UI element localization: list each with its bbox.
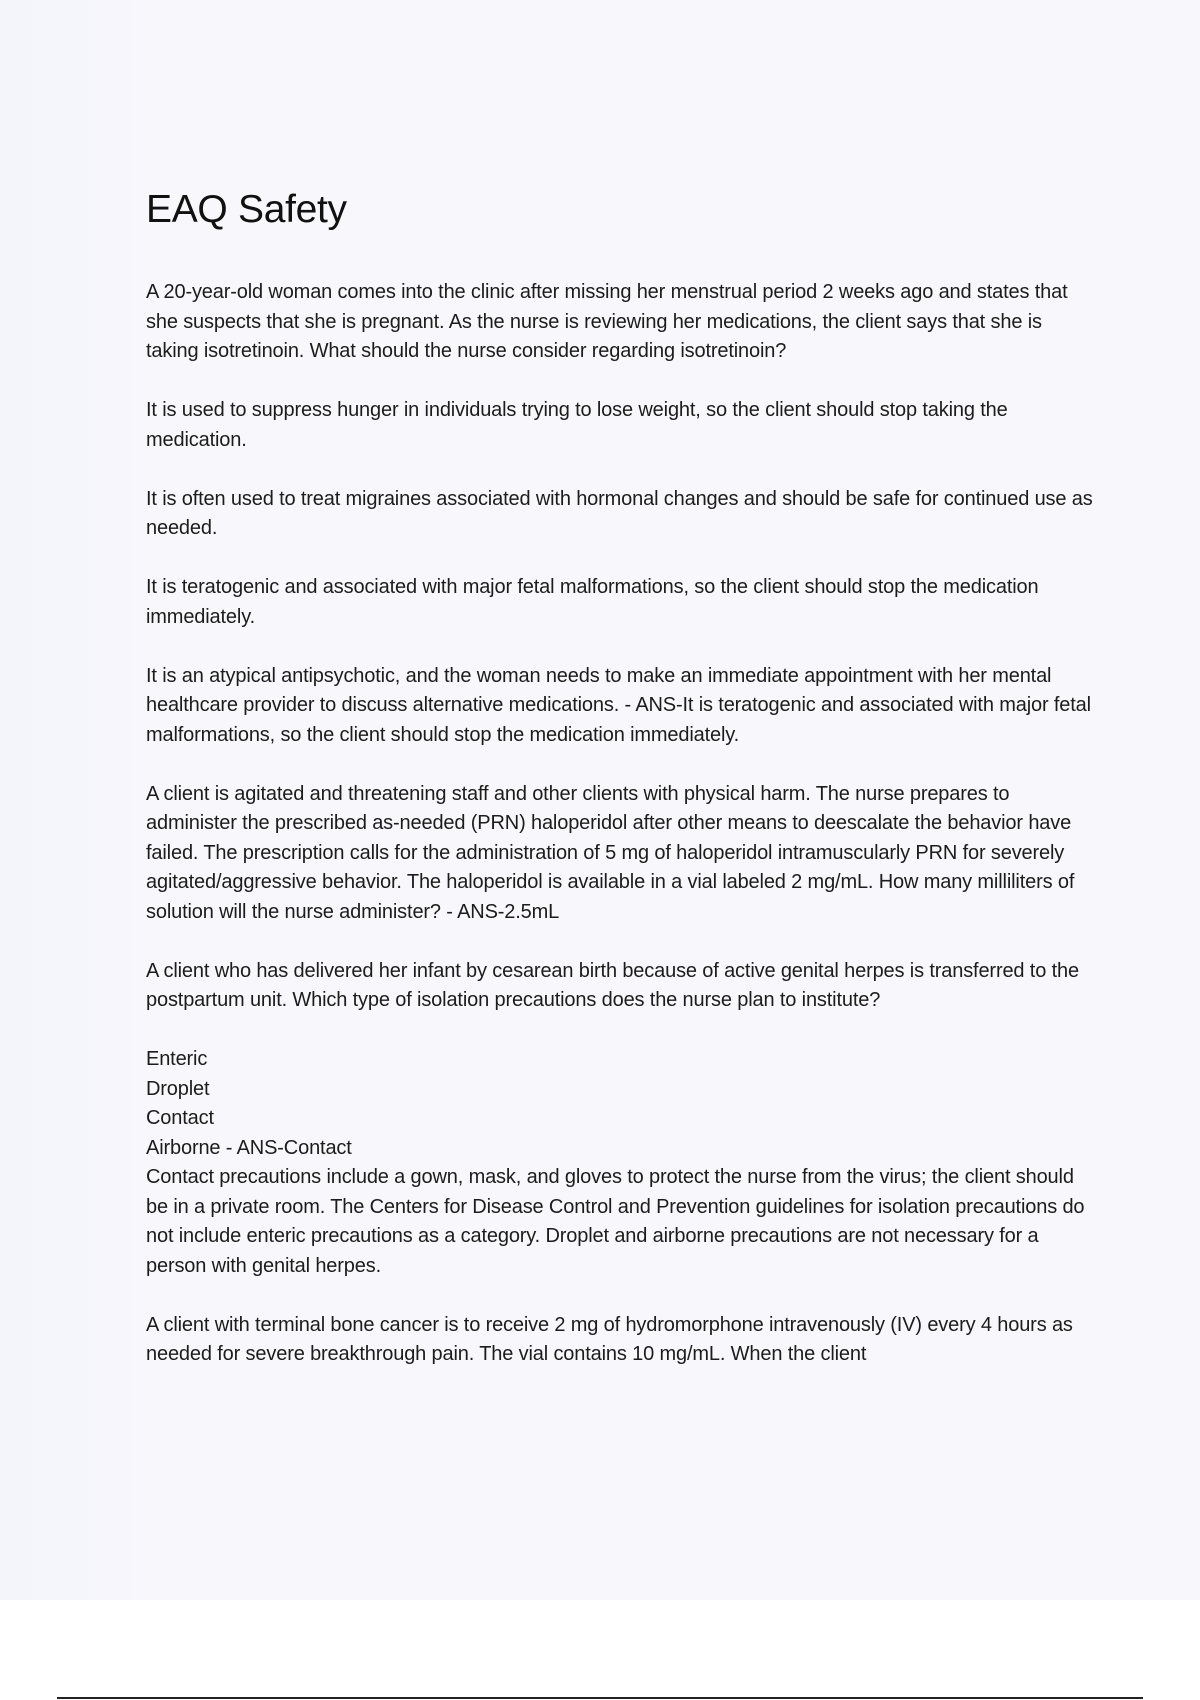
q1-option-d-answer: It is an atypical antipsychotic, and the woman needs to make an immediate appointment with her mental healthcare provider to discuss alternative medications. - ANS-It is teratogenic and associated with major fetal malformations, so the client should stop the medication immediately. (146, 664, 1091, 746)
q3-option: Enteric (146, 1048, 208, 1070)
q1-option-c: It is teratogenic and associated with major fetal malformations, so the client should stop the medication immediately. (146, 576, 1039, 628)
q2-text: A client is agitated and threatening staff and other clients with physical harm. The nurse prepares to administer the prescribed as-needed (PRN) haloperidol after other means to deescalate the behavior have failed. The prescription calls for the administration of 5 mg of haloperidol intramuscularly PRN for severely agitated/aggressive behavior. The haloperidol is available in a vial labeled 2 mg/mL. How many milliliters of solution will the nurse administer? - ANS-2.5mL (146, 782, 1075, 923)
q3-stem: A client who has delivered her infant by cesarean birth because of active genital herpes is transferred to the postpartum unit. Which type of isolation precautions does the nurse plan to institute? (146, 959, 1079, 1011)
q3-options (146, 1045, 1096, 1163)
q3-rationale: Contact precautions include a gown, mask, and gloves to protect the nurse from the virus; the client should be in a private room. The Centers for Disease Control and Prevention guidelines for isolation precautions do not include enteric precautions as a category. Droplet and airborne precautions are not necessary for a person with genital herpes. (146, 1166, 1085, 1277)
q1-stem: A 20-year-old woman comes into the clinic after missing her menstrual period 2 weeks ago and states that she suspects that she is pregnant. As the nurse is reviewing her medications, the client says that she is taking isotretinoin. What should the nurse consider regarding isotretinoin? (146, 281, 1068, 362)
document-title: EAQ Safety (146, 188, 347, 231)
q4-stem: A client with terminal bone cancer is to receive 2 mg of hydromorphone intravenously (IV) every 4 hours as needed for severe breakthrough pain. The vial contains 10 mg/mL. When the client (146, 1313, 1073, 1365)
q3-option: Contact (146, 1107, 214, 1129)
q1-option-b: It is often used to treat migraines associated with hormonal changes and should be safe for continued use as needed. (146, 487, 1093, 539)
bottom-divider (57, 1697, 1143, 1699)
q3-option-answer: Airborne - ANS-Contact (146, 1136, 352, 1159)
q3-option: Droplet (146, 1077, 210, 1100)
q1-option-a: It is used to suppress hunger in individuals trying to lose weight, so the client should stop taking the medication. (146, 399, 1008, 451)
document-content (146, 186, 1096, 1399)
